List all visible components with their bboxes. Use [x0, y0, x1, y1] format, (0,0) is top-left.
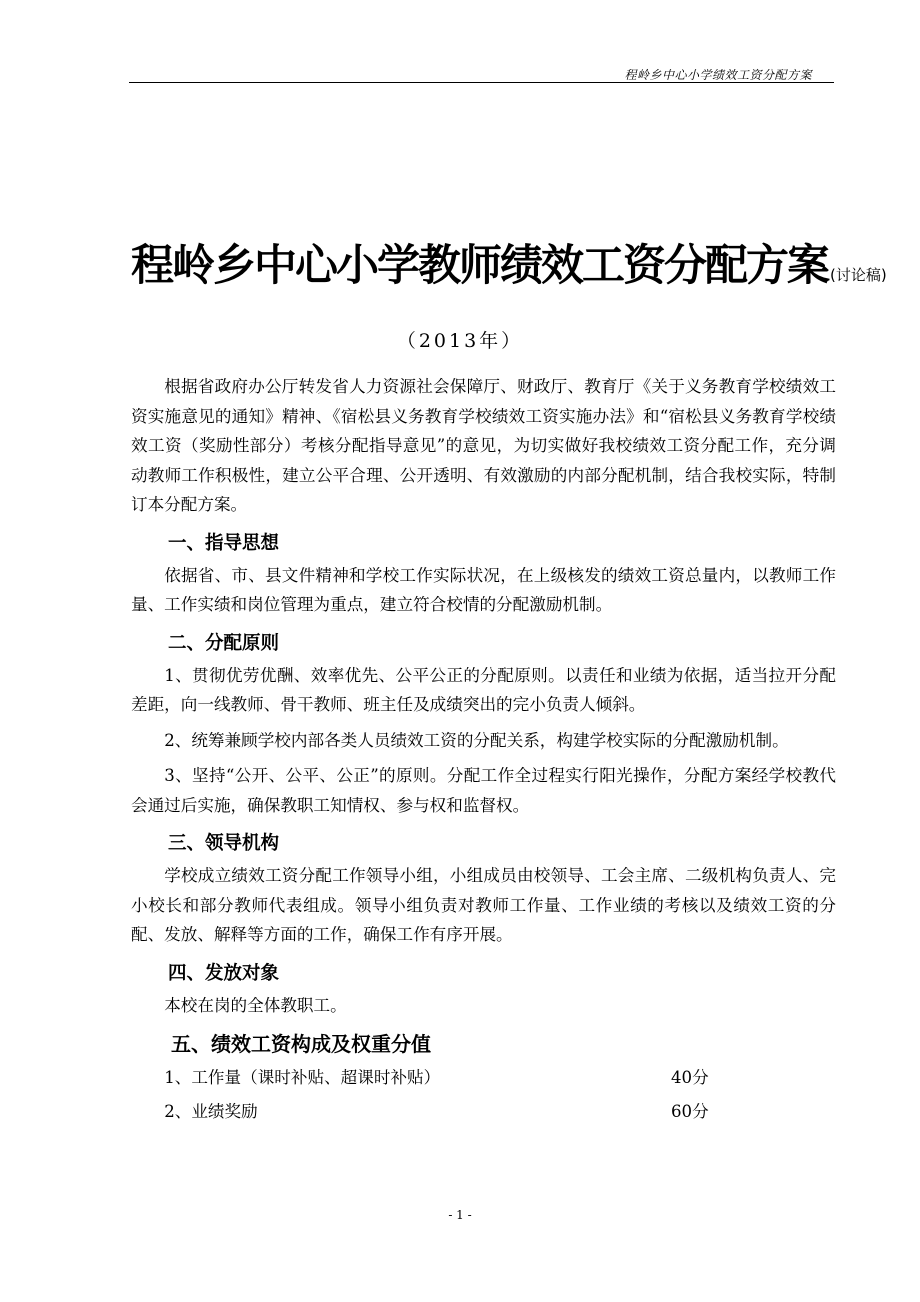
section-paragraph: 本校在岗的全体教职工。 [164, 995, 347, 1015]
section-paragraph: 依据省、市、县文件精神和学校工作实际状况，在上级核发的绩效工资总量内，以教师工作量、工作实绩和岗位管理为重点，建立符合校情的分配激励机制。 [131, 565, 836, 614]
intro-paragraph: 根据省政府办公厅转发省人力资源社会保障厅、财政厅、教育厅《关于义务教育学校绩效工资实施意见的通知》精神、《宿松县义务教育学校绩效工资实施办法》和“宿松县义务教育学校绩效工资（奖励性部分）考核分配指导意见”的意见，为切实做好我校绩效工资分配工作，充分调动教师工作积极性，建立公平合理、公开透明、有效激励的内部分配机制，结合我校实际，特制订本分配方案。 [131, 377, 836, 514]
item-score: 60分 [671, 1102, 709, 1121]
section-paragraph: 学校成立绩效工资分配工作领导小组，小组成员由校领导、工会主席、二级机构负责人、完小校长和部分教师代表组成。领导小组负责对教师工作量、工作业绩的考核以及绩效工资的分配、发放、解释等方面的工作，确保工作有序开展。 [131, 866, 836, 944]
section-heading: 四、发放对象 [168, 962, 280, 984]
header-rule [129, 82, 834, 83]
section-heading: 五、绩效工资构成及权重分值 [171, 1032, 431, 1056]
section-4 [131, 959, 836, 1021]
document-body [131, 372, 836, 1129]
section-heading: 二、分配原则 [168, 632, 280, 654]
document-title: 程岭乡中心小学教师绩效工资分配方案 [131, 241, 828, 291]
section-3 [131, 829, 836, 950]
item-score: 40分 [671, 1068, 709, 1087]
document-year: （2013年） [396, 330, 524, 352]
item-label: 2、业绩奖励 [164, 1102, 258, 1121]
page-number: - 1 - [448, 1208, 472, 1222]
section-1 [131, 529, 836, 620]
section-paragraph: 3、坚持“公开、公平、公正”的原则。分配工作全过程实行阳光操作，分配方案经学校教代会通过后实施，确保教职工知情权、参与权和监督权。 [131, 766, 836, 815]
section-paragraph: 2、统筹兼顾学校内部各类人员绩效工资的分配关系，构建学校实际的分配激励机制。 [164, 730, 789, 750]
section-paragraph: 1、贯彻优劳优酬、效率优先、公平公正的分配原则。以责任和业绩为依据，适当拉开分配差距，向一线教师、骨干教师、班主任及成绩突出的完小负责人倾斜。 [131, 665, 836, 714]
section-heading: 一、指导思想 [168, 532, 280, 554]
title-note: (讨论稿) [830, 266, 887, 284]
running-header: 程岭乡中心小学绩效工资分配方案 [624, 68, 812, 82]
section-heading: 三、领导机构 [168, 833, 280, 854]
title-block [131, 232, 887, 293]
list-item [131, 1061, 836, 1095]
section-2 [131, 629, 836, 821]
list-item [131, 1095, 836, 1129]
item-label: 1、工作量（课时补贴、超课时补贴） [164, 1068, 441, 1087]
section-5 [131, 1029, 836, 1129]
